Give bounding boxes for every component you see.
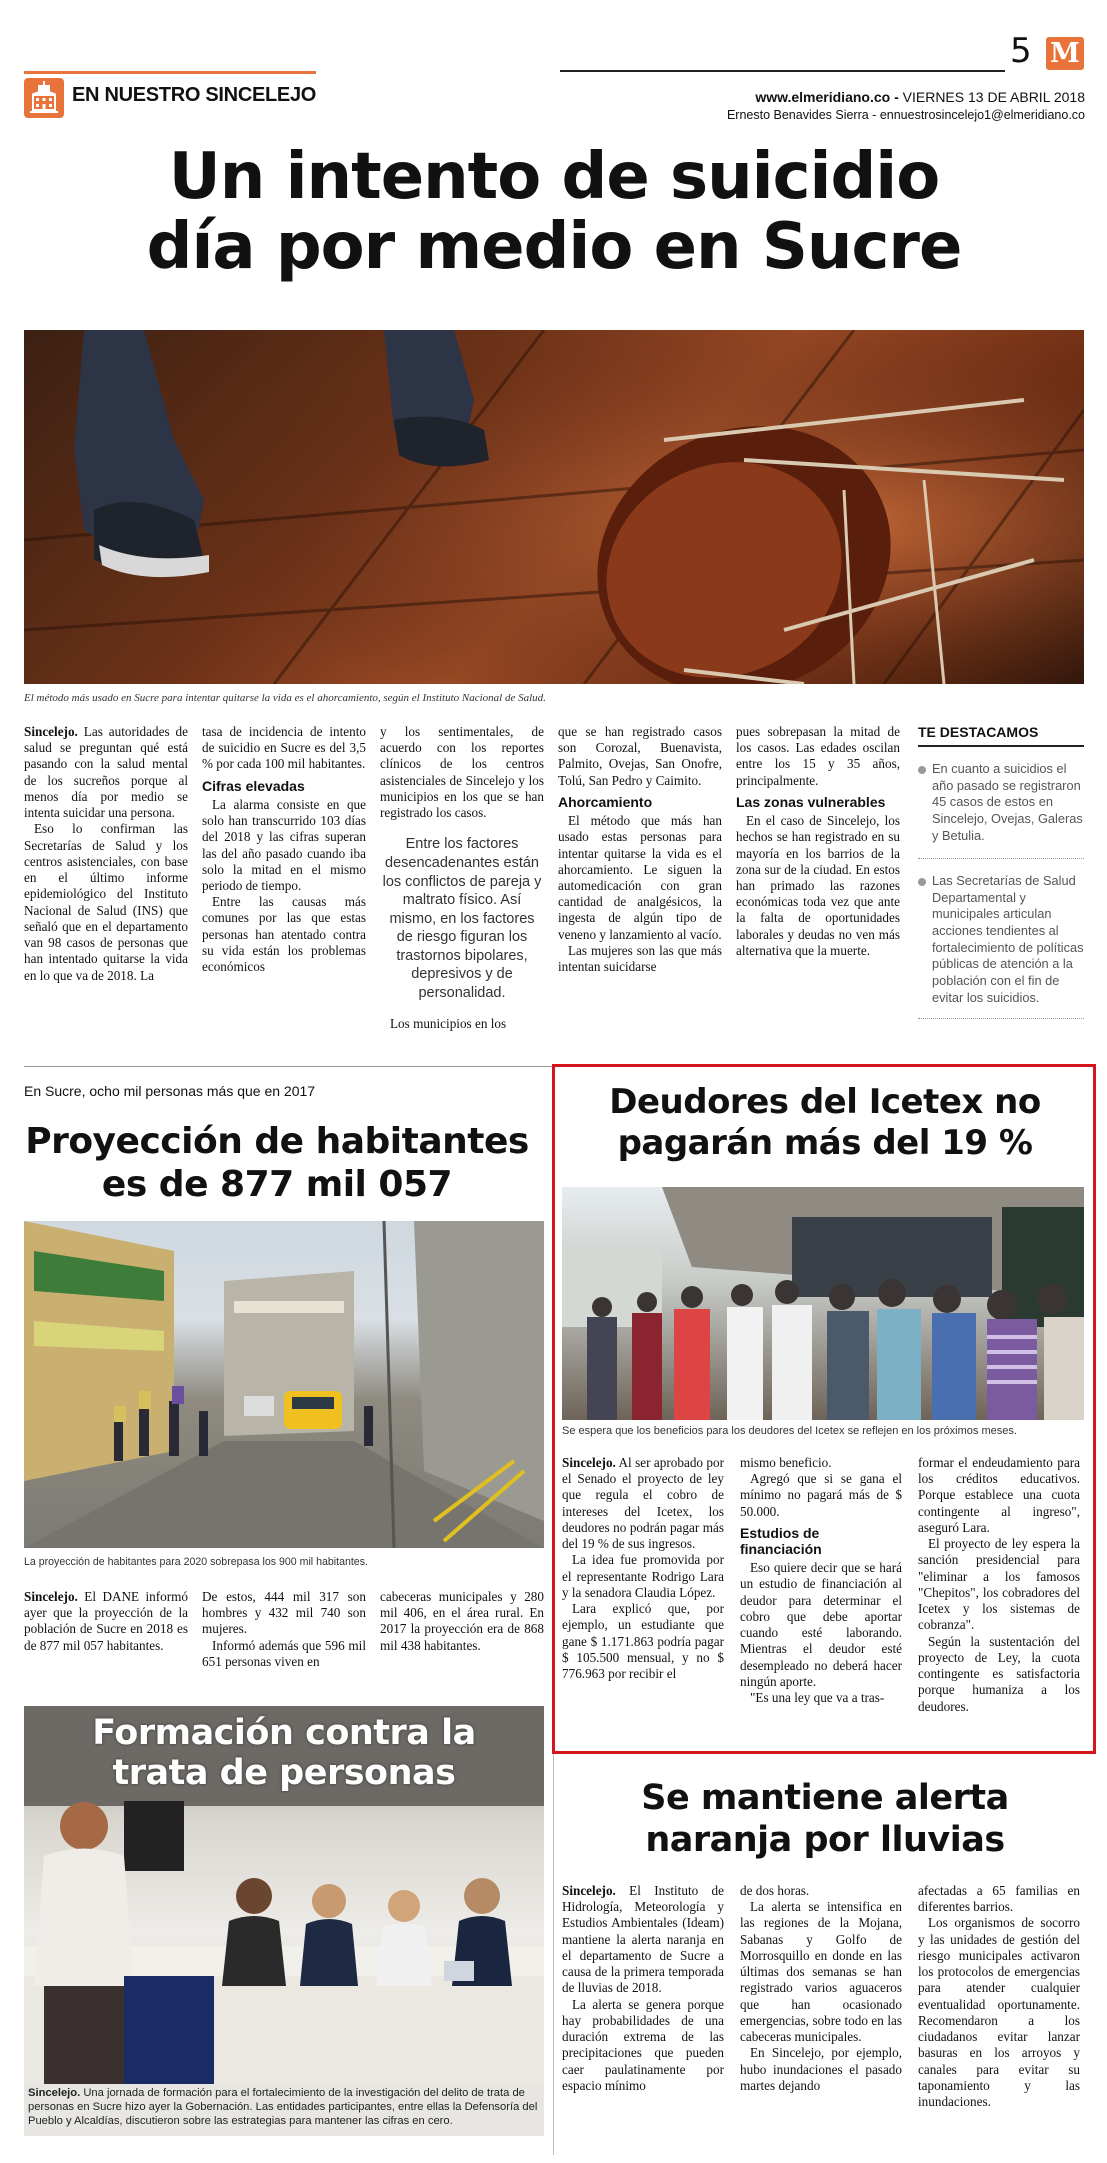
highlights-box: [918, 724, 1084, 1031]
a1-col4: que se han registrado casos son Corozal, Buenavista, Palmito, Ovejas, San Onofre, Tolú, San Pedro y Caimito. Ahorcamiento El método que más han usado estas personas para intentar quitarse la vida es el ahorcamiento. Le siguen la automedicación con gran cantidad de analgésicos, la ingesta de algún tipo de veneno y lanzamiento al vacío. Las mujeres son las que más intentan suicidarse: [558, 724, 722, 975]
headline-trafficking: Formación contra la trata de personas: [92, 1713, 476, 1793]
training-photo-caption: Sincelejo. Una jornada de formación para el fortalecimiento de la investigación del delito de trata de personas en Sucre hizo ayer la Gobernación. Las entidades participantes, entre ellas la Defensoría del Pueblo y Alcaldías, discutieron sobre las estrategias para mantener las cifras en cero.: [28, 2087, 538, 2127]
street-photo-caption: La proyección de habitantes para 2020 sobrepasa los 900 mil habitantes.: [24, 1556, 368, 1568]
building-icon: [24, 78, 64, 118]
kicker: En Sucre, ocho mil personas más que en 2017: [24, 1083, 316, 1099]
newspaper-logo: M: [1046, 37, 1084, 70]
a2-col1: Sincelejo. El DANE informó ayer que la proyección de la población de Sucre en 2018 es de 877 mil 057 habitantes.: [24, 1589, 188, 1653]
dateline: [755, 89, 1085, 105]
a2-col2: De estos, 444 mil 317 son hombres y 432 mil 740 son mujeres. Informó además que 596 mil 651 personas viven en: [202, 1589, 366, 1669]
a4-col1: Sincelejo. Al ser aprobado por el Senado el proyecto de ley que regula el cobro de intereses del Icetex, los deudores no podrán pagar más del 19 % de sus ingresos. La idea fue promovida por el representante Rodrigo Lara y la senadora Claudia López. Lara explicó que, por ejemplo, un estudiante que gane $ 1.171.863 podría pagar $ 105.500 mensual, y no $ 776.963 por recibir el: [562, 1455, 724, 1682]
a5-col3: afectadas a 65 familias en diferentes barrios. Los organismos de socorro y las unidades de gestión del riesgo municipales activaron los protocolos de emergencias para atender cualquier eventualidad oportunamente. Recomendaron a los ciudadanos evitar lanzar basuras en los arroyos y canales para evitar su taponamiento y las inundaciones.: [918, 1883, 1080, 2110]
author-email: Ernesto Benavides Sierra - ennuestrosincelejo1@elmeridiano.co: [726, 108, 1085, 122]
a4-col3: formar el endeudamiento para los créditos educativos. Porque establece una cuota contingente al ingreso", aseguró Lara. El proyecto de ley espera la sanción presidencial para "eliminar a los famosos "Chepitos", los cobradores del Icetex y los sistemas de cobranza". Según la sustentación del proyecto de Ley, la cuota contingente es satisfactoria porque humaniza a los deudores.: [918, 1455, 1080, 1714]
headline-icetex: Deudores del Icetex no pagarán más del 19 %: [609, 1082, 1041, 1163]
a1-col5: pues sobrepasan la mitad de los casos. Las edades oscilan entre los 15 y 35 años, principalmente. Las zonas vulnerables En el caso de Sincelejo, los hechos se han registrado en su mayoría en los barrios de la zona sur de la ciudad. En estos han primado las razones económicas toda vez que ante la falta de oportunidades laborales y deudas no ven más alternativa que la muerte.: [736, 724, 900, 958]
suicide-photo-caption: El método más usado en Sucre para intentar quitarse la vida es el ahorcamiento, según el Instituto Nacional de Salud.: [24, 692, 546, 704]
a5-col1: Sincelejo. El Instituto de Hidrología, Meteorología y Estudios Ambientales (Ideam) mantiene la alerta naranja en el departamento de Sucre a causa de la primera temporada de lluvias de 2018. La alerta se genera porque hay probabilidades de una duración extrema de las precipitaciones que pueden caer paulatinamente por espacio mínimo: [562, 1883, 724, 2093]
suicide-photo: [24, 330, 1084, 684]
page-number: 5: [1010, 31, 1032, 71]
icetex-photo-caption: Se espera que los beneficios para los deudores del Icetex se reflejen en los próximos meses.: [562, 1425, 1017, 1437]
date: VIERNES 13 DE ABRIL 2018: [902, 89, 1085, 105]
highlights-title: TE DESTACAMOS: [918, 724, 1084, 747]
a1-col3: y los sentimentales, de acuerdo con los reportes clínicos de los centros asistenciales de Sincelejo y los municipios en los que se han registrado los casos. Entre los factores desencadenantes están los conflictos de pareja y maltrato físico. Así mismo, en los factores de riesgo figuran los trastornos bipolares, depresivos y de personalidad. Los municipios en los: [380, 724, 544, 1032]
divider: [918, 1018, 1084, 1019]
a1-col1: Sincelejo. Las autoridades de salud se preguntan qué está pasando con la salud mental de los sucreños porque al menos día por medio se intenta suicidar una persona. Eso lo confirman las Secretarías de Salud y los centros asistenciales, con base en el último informe epidemiológico del Instituto Nacional de Salud (INS) que señaló que en el departamento van 98 casos de personas que han intentado quitarse la vida en lo que va de 2018. La: [24, 724, 188, 983]
a2-col3: cabeceras municipales y 280 mil 406, en el área rural. En 2017 la proyección era de 868 mil 438 habitantes.: [380, 1589, 544, 1653]
header-rule: [560, 70, 1005, 72]
a5-col2: de dos horas. La alerta se intensifica en las regiones de la Mojana, Sabanas y Golfo de Morrosquillo en donde en las últimas dos semanas se han registrado varios aguaceros que han ocasionado emergencias, sobre todo en las cabeceras municipales. En Sincelejo, por ejemplo, hubo inundaciones el pasado martes dejando: [740, 1883, 902, 2093]
headline-suicide: Un intento de suicidio día por medio en Sucre: [146, 140, 962, 285]
bullet-icon: [918, 766, 926, 774]
a4-col2: mismo beneficio. Agregó que si se gana el mínimo no pagará más de $ 50.000. Estudios de financiación Eso quiere decir que se hará un estudio de financiación al deudor para determinar el cobro que debe aportar cuando esté laborando. Mientras el deudor esté desempleado no deberá hacer ningún aporte. "Es una ley que va a tras-: [740, 1455, 902, 1705]
trafficking-box: [24, 1706, 544, 2136]
a1-col2: tasa de incidencia de intento de suicidio en Sucre es del 3,5 % por cada 100 mil habitantes. Cifras elevadas La alarma consiste en que solo han transcurrido 103 días del 2018 y las cifras superan las del año pasado cuando iba solo la mitad en el mismo periodo de tiempo. Entre las causas más comunes por las que estas personas han atentado contra su vida están los problemas económicos: [202, 724, 366, 975]
website[interactable]: www.elmeridiano.co -: [755, 89, 899, 105]
headline-population: Proyección de habitantes es de 877 mil 057: [25, 1121, 529, 1206]
icetex-photo: [562, 1187, 1084, 1420]
bullet-icon: [918, 878, 926, 886]
headline-rain: Se mantiene alerta naranja por lluvias: [641, 1778, 1009, 1860]
highlight-item: En cuanto a suicidios el año pasado se registraron 45 casos de estos en Sincelejo, Ovejas, Galeras y Betulia.: [932, 761, 1083, 843]
section-title: EN NUESTRO SINCELEJO: [72, 84, 317, 106]
street-photo: [24, 1221, 544, 1548]
highlight-item: Las Secretarías de Salud Departamental y municipales articulan acciones tendientes al fortalecimiento de políticas públicas de atención a la población con el fin de evitar los suicidios.: [932, 873, 1084, 1005]
divider: [918, 858, 1084, 859]
section-bar: [24, 71, 316, 74]
pull-quote: Entre los factores desencadenantes están los conflictos de pareja y maltrato físico. Así mismo, en los factores de riesgo figuran los trastornos bipolares, depresivos y de personalidad.: [382, 836, 542, 1001]
